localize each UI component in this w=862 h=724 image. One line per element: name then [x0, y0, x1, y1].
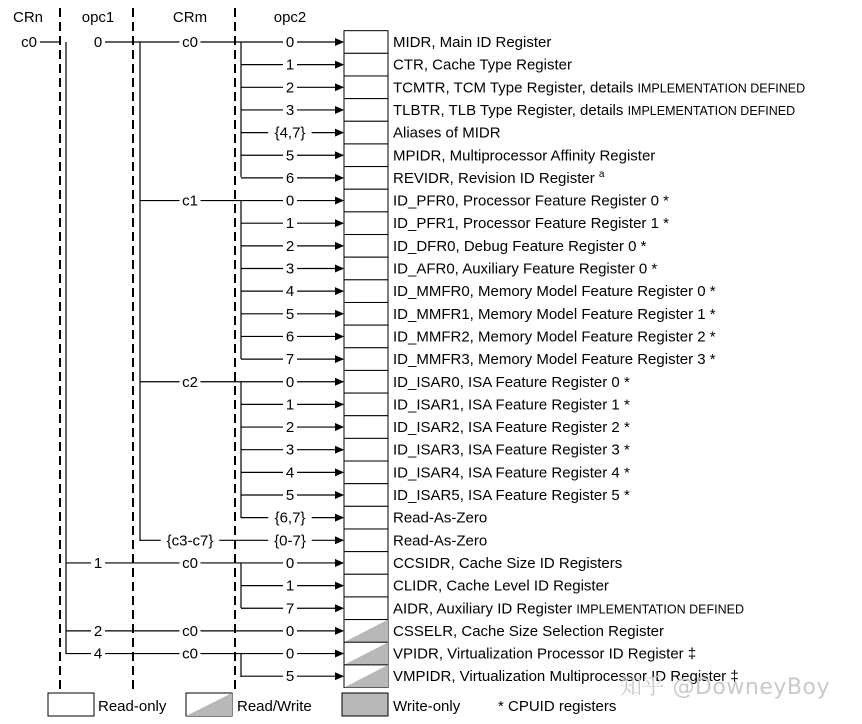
register-name [393, 238, 647, 255]
opc2-label: 5 [285, 147, 295, 165]
register-name [393, 328, 716, 345]
register-box [344, 416, 388, 439]
opc2-label: 0 [285, 554, 295, 572]
opc2-label: 3 [285, 101, 295, 119]
legend [48, 693, 616, 716]
register-box [344, 280, 388, 303]
register-name [393, 283, 716, 300]
register-name-main: REVIDR, Revision ID Register [393, 169, 599, 187]
crm-label: c0 [182, 645, 198, 663]
register-name-main: ID_MMFR0, Memory Model Feature Register 0 * [393, 283, 716, 301]
register-name [393, 102, 795, 119]
register-box [344, 235, 388, 258]
register-name-main: ID_ISAR0, ISA Feature Register 0 * [393, 373, 630, 391]
register-name [393, 600, 744, 617]
crm-label: {c3-c7} [166, 532, 214, 550]
register-name [393, 215, 669, 232]
register-box [344, 506, 388, 529]
register-name [393, 193, 669, 210]
register-name [393, 79, 805, 96]
register-name-suffix: IMPLEMENTATION DEFINED [637, 81, 806, 96]
register-box [344, 121, 388, 144]
opc1-label: 0 [93, 34, 103, 51]
opc2-label: {6,7} [274, 509, 306, 527]
register-name [393, 125, 501, 142]
register-name-main: ID_ISAR4, ISA Feature Register 4 * [393, 464, 630, 482]
opc1-label: 2 [93, 622, 103, 640]
header-crm: CRm [172, 9, 208, 26]
crm-label: c0 [182, 554, 198, 572]
register-name [393, 532, 487, 549]
opc2-label: 6 [285, 328, 295, 346]
register-name-main: MPIDR, Multiprocessor Affinity Register [393, 147, 656, 165]
crn-value: c0 [21, 34, 37, 51]
register-name-main: ID_AFR0, Auxiliary Feature Register 0 * [393, 260, 658, 278]
opc2-label: 5 [285, 487, 295, 504]
register-box [344, 99, 388, 122]
register-name [393, 351, 716, 368]
opc1-label: 4 [93, 645, 103, 663]
legend-write-only-swatch [342, 693, 388, 716]
opc2-label: 1 [285, 396, 295, 414]
opc2-label: 5 [285, 668, 295, 686]
opc2-label: 2 [285, 79, 295, 97]
register-name-main: ID_ISAR5, ISA Feature Register 5 * [393, 487, 630, 504]
register-name-main: ID_ISAR1, ISA Feature Register 1 * [393, 396, 630, 414]
register-name-main: ID_DFR0, Debug Feature Register 0 * [393, 237, 647, 255]
opc2-label: 5 [285, 305, 295, 323]
register-name-suffix: a [598, 168, 605, 180]
register-box [344, 461, 388, 484]
register-box [344, 529, 388, 552]
register-name-main: Read-As-Zero [393, 532, 488, 550]
register-box [344, 212, 388, 235]
register-box [344, 393, 388, 416]
register-name [393, 487, 630, 504]
legend-read-only-label: Read-only [98, 698, 167, 715]
register-name-main: ID_MMFR3, Memory Model Feature Register 3 * [393, 351, 716, 369]
register-name [393, 578, 609, 595]
register-name [393, 396, 630, 413]
register-box [344, 189, 388, 212]
register-box [344, 370, 388, 393]
legend-cpuid-note: * CPUID registers [498, 698, 617, 715]
register-name-main: CTR, Cache Type Register [393, 56, 572, 74]
register-name [393, 555, 622, 572]
register-name [393, 57, 572, 74]
register-box [344, 552, 388, 575]
register-name-main: ID_ISAR2, ISA Feature Register 2 * [393, 419, 630, 437]
register-box [344, 53, 388, 76]
register-name [393, 464, 630, 481]
opc2-label: 3 [285, 441, 295, 459]
register-name-main: TCMTR, TCM Type Register, details [393, 79, 638, 97]
register-name-main: Read-As-Zero [393, 509, 488, 527]
register-name-main: ID_PFR0, Processor Feature Register 0 * [393, 192, 669, 210]
register-name-main: CCSIDR, Cache Size ID Registers [393, 554, 623, 572]
register-name-main: CLIDR, Cache Level ID Register [393, 577, 609, 595]
register-name [393, 374, 630, 391]
legend-read-only-swatch [48, 693, 94, 716]
crm-label: c0 [182, 34, 198, 51]
register-name-suffix: IMPLEMENTATION DEFINED [627, 103, 796, 118]
register-name-main: TLBTR, TLB Type Register, details [393, 101, 628, 119]
opc2-label: 2 [285, 237, 295, 255]
register-name [393, 169, 605, 187]
register-name-main: MIDR, Main ID Register [393, 34, 552, 51]
header-opc1: opc1 [81, 9, 115, 26]
opc2-label: 6 [285, 169, 295, 187]
register-name-main: VPIDR, Virtualization Processor ID Register ‡ [393, 645, 697, 663]
register-name-main: ID_PFR1, Processor Feature Register 1 * [393, 215, 669, 233]
crm-label: c1 [182, 192, 198, 210]
opc2-label: {0-7} [274, 532, 306, 550]
opc2-label: 7 [285, 351, 295, 369]
register-name-main: ID_ISAR3, ISA Feature Register 3 * [393, 441, 630, 459]
opc2-label: 7 [285, 600, 295, 618]
register-name [393, 34, 551, 51]
opc2-label: 0 [285, 622, 295, 640]
watermark: 知乎 @DowneyBoy [620, 675, 830, 700]
register-box [344, 76, 388, 99]
register-name [393, 646, 696, 663]
register-box [344, 167, 388, 190]
register-name-main: Aliases of MIDR [393, 124, 501, 142]
opc2-label: 2 [285, 419, 295, 437]
register-name [393, 442, 630, 459]
register-box [344, 438, 388, 461]
register-box [344, 484, 388, 507]
register-box [344, 144, 388, 167]
header-crn: CRn [12, 9, 44, 26]
register-name [393, 306, 716, 323]
register-box [344, 574, 388, 597]
opc2-label: 0 [285, 192, 295, 210]
opc2-label: 1 [285, 215, 295, 233]
legend-read-write-label: Read/Write [237, 698, 312, 715]
opc2-label: 4 [285, 464, 295, 482]
legend-write-only-label: Write-only [393, 698, 461, 715]
register-name-main: ID_MMFR1, Memory Model Feature Register 1 * [393, 305, 716, 323]
opc2-label: 0 [285, 645, 295, 663]
opc2-label: 1 [285, 577, 295, 595]
opc1-label: 1 [93, 554, 103, 572]
register-name-main: AIDR, Auxiliary ID Register [393, 600, 577, 618]
opc2-label: 3 [285, 260, 295, 278]
opc2-label: 0 [285, 34, 295, 51]
header-opc2: opc2 [273, 9, 307, 26]
register-name-main: CSSELR, Cache Size Selection Register [393, 622, 664, 640]
opc2-label: 4 [285, 283, 295, 301]
tree-connectors [40, 42, 241, 677]
register-box [344, 31, 388, 54]
opc2-label: 0 [285, 373, 295, 391]
register-box [344, 302, 388, 325]
crm-label: c0 [182, 622, 198, 640]
register-box [344, 597, 388, 620]
register-box [344, 257, 388, 280]
register-name [393, 623, 664, 640]
register-name-main: ID_MMFR2, Memory Model Feature Register 2 * [393, 328, 716, 346]
opc2-label: 1 [285, 56, 295, 74]
crm-label: c2 [182, 373, 198, 391]
opc2-label: {4,7} [274, 124, 306, 142]
register-name [393, 147, 655, 164]
register-name [393, 261, 657, 278]
register-name [393, 510, 487, 527]
register-name-main: VMPIDR, Virtualization Multiprocessor ID Register ‡ [393, 668, 739, 686]
register-box [344, 348, 388, 371]
register-name [393, 419, 630, 436]
register-name-suffix: IMPLEMENTATION DEFINED [576, 602, 744, 617]
register-box [344, 325, 388, 348]
